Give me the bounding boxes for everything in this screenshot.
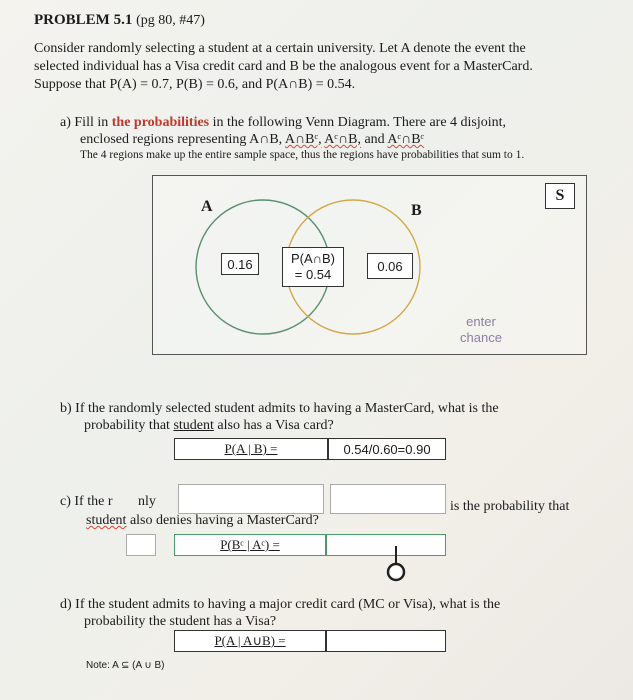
part-c-blank-2[interactable] xyxy=(330,484,446,514)
part-c-trailing: is the probability that xyxy=(450,499,570,514)
part-c-line-2 xyxy=(86,512,319,529)
part-d-line-1: If the student admits to having a major credit card (MC or Visa), what is the xyxy=(75,597,501,612)
part-a-line2: enclosed regions representing A∩B, xyxy=(80,132,283,147)
region-not-a-b: Aᶜ∩B, xyxy=(324,132,361,147)
part-b-line-2-post: also has a Visa card? xyxy=(217,418,334,433)
problem-number: PROBLEM 5.1 xyxy=(34,12,133,28)
intersection-label: P(A∩B) xyxy=(290,251,335,266)
region-not-a-not-b: Aᶜ∩Bᶜ xyxy=(387,132,425,147)
part-a-emphasis: the probabilities xyxy=(111,115,210,130)
venn-diagram xyxy=(152,175,587,355)
part-a-text-post: in the following Venn Diagram. There are 4 disjoint, xyxy=(212,115,507,130)
part-b-expression: P(A | B) = xyxy=(174,438,328,460)
part-b-line-1: If the randomly selected student admits to having a MasterCard, what is the xyxy=(75,401,499,416)
footer-note: Note: A ⊆ (A ∪ B) xyxy=(86,660,165,671)
intersection-value: = 0.54 xyxy=(294,267,332,282)
part-d-line-2: probability the student has a Visa? xyxy=(84,614,277,629)
part-c-line-1 xyxy=(60,493,156,510)
part-a-and: and xyxy=(364,132,385,147)
intro-line-1: Consider randomly selecting a student at a certain university. Let A denote the event the xyxy=(34,41,526,56)
part-d xyxy=(60,596,600,630)
intro-line-2: selected individual has a Visa credit card and B be the analogous event for a MasterCard. xyxy=(34,59,533,74)
part-c-blank-1[interactable] xyxy=(178,484,324,514)
part-b-answer[interactable]: 0.54/0.60=0.90 xyxy=(328,438,446,460)
part-d-answer[interactable] xyxy=(326,630,446,652)
problem-intro xyxy=(34,40,604,94)
part-c-text-b: nly xyxy=(137,494,156,509)
intro-line-3: Suppose that P(A) = 0.7, P(B) = 0.6, and P(A∩B) = 0.54. xyxy=(34,77,356,92)
page-reference: (pg 80, #47) xyxy=(136,13,205,28)
region-a-not-b: A∩Bᶜ, xyxy=(284,132,322,147)
part-b-label: b) xyxy=(60,401,72,416)
part-c-line-2-post: also denies having a MasterCard? xyxy=(129,513,319,528)
part-c-text-a: If the r xyxy=(74,494,113,509)
outside-entry-line-1: enter xyxy=(466,314,496,329)
part-d-label: d) xyxy=(60,597,72,612)
part-c-line-2-ul: student xyxy=(86,513,127,528)
set-b-label: B xyxy=(411,202,422,219)
intersection-box[interactable] xyxy=(282,247,344,287)
outside-entry-line-2: chance xyxy=(460,330,502,345)
part-b xyxy=(60,400,600,434)
sample-space-label: S xyxy=(545,183,575,209)
a-only-value[interactable]: 0.16 xyxy=(221,253,259,275)
b-only-value[interactable]: 0.06 xyxy=(367,253,413,279)
problem-title xyxy=(34,12,205,29)
part-a xyxy=(60,114,600,163)
part-c-expression: P(Bᶜ | Aᶜ) = xyxy=(174,534,326,556)
part-b-line-2-ul: student xyxy=(173,418,214,433)
part-a-text-pre: Fill in xyxy=(74,115,109,130)
part-a-note: The 4 regions make up the entire sample space, thus the regions have probabilities that sum to 1. xyxy=(80,149,525,161)
part-a-label: a) xyxy=(60,115,71,130)
part-d-expression: P(A | A∪B) = xyxy=(174,630,326,652)
slider-handle-icon[interactable] xyxy=(384,546,408,587)
outside-region-entry[interactable] xyxy=(457,314,505,346)
part-c-small-blank[interactable] xyxy=(126,534,156,556)
part-b-line-2-pre: probability that xyxy=(84,418,170,433)
part-c-label: c) xyxy=(60,494,71,509)
set-a-label: A xyxy=(201,198,213,215)
